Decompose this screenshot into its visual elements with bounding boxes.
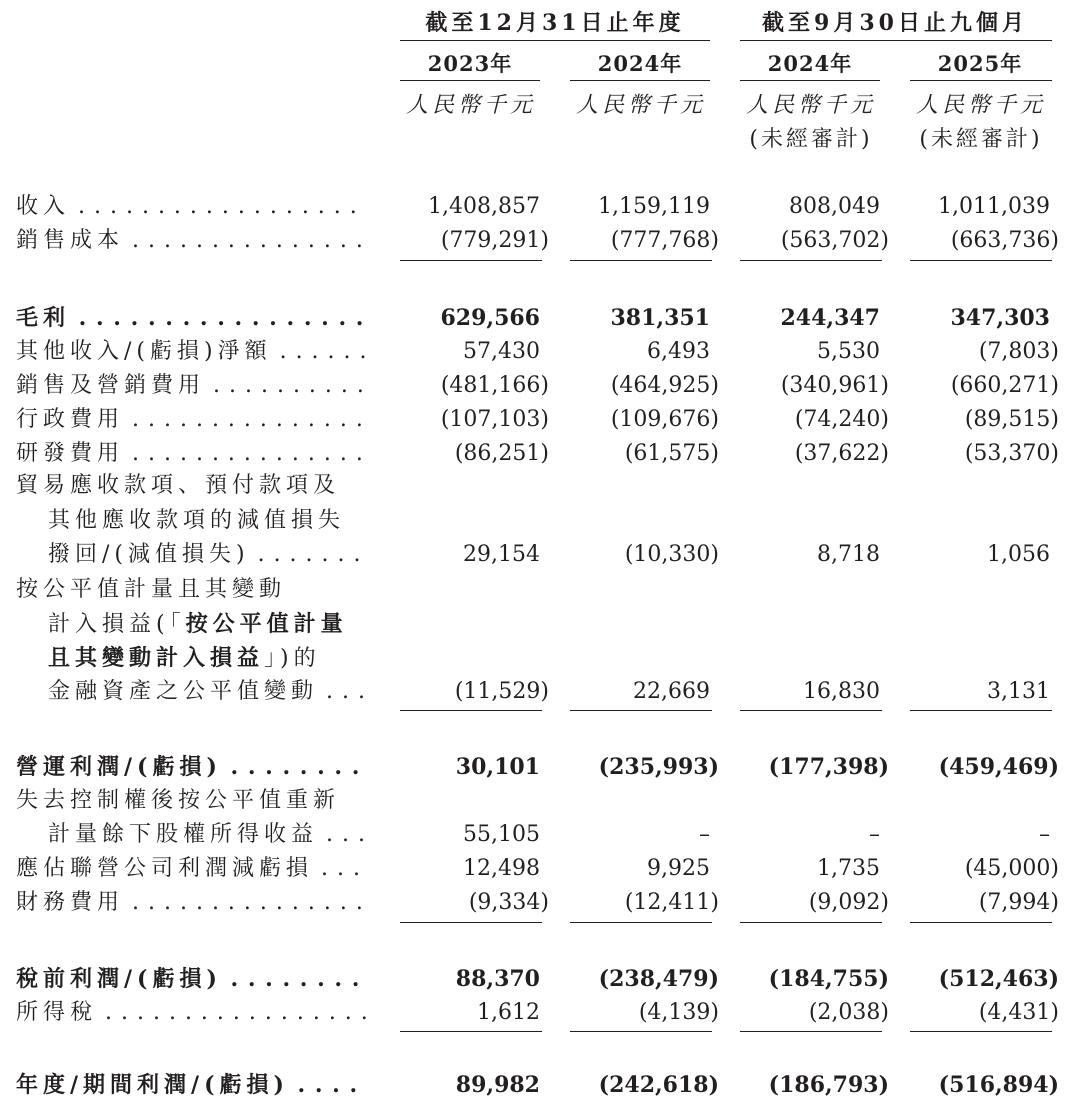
table-row-fair-value-label <box>0 607 1080 641</box>
row-value: (89,515) <box>964 407 1059 432</box>
row-value: 22,669 <box>633 679 710 704</box>
table-row-rnd-expenses <box>0 437 1080 471</box>
row-label: 毛利 . . . <box>16 301 366 335</box>
table-row-admin-expenses <box>0 403 1080 437</box>
row-label: 應佔聯營公司利潤減虧損 . . . <box>16 852 366 886</box>
row-label: 撥回/(減值損失) . . . <box>48 538 366 572</box>
row-label: 失去控制權後按公平值重新 <box>16 788 341 813</box>
row-label: 金融資產之公平值變動 . . . <box>48 675 366 709</box>
row-value: (563,702) <box>780 228 889 253</box>
row-value: (464,925) <box>610 373 719 398</box>
subtotal-underline <box>910 922 1052 923</box>
subtotal-underline <box>400 922 542 923</box>
row-value: (11,529) <box>454 679 549 704</box>
table-row-operating-profit <box>0 750 1080 784</box>
row-value: – <box>869 822 880 847</box>
row-value: (12,411) <box>624 890 719 915</box>
header-year-col2: 2024年 <box>597 51 683 76</box>
subtotal-underline <box>570 922 712 923</box>
table-row-impairment <box>0 538 1080 572</box>
row-value: (107,103) <box>440 407 549 432</box>
row-value: 55,105 <box>463 822 540 847</box>
subtotal-underline <box>570 710 712 711</box>
row-label: 其他收入/(虧損)淨額 . . . <box>16 335 366 369</box>
row-label: 行政費用 . . . <box>16 403 366 437</box>
subtotal-underline <box>400 260 542 261</box>
row-value: (86,251) <box>454 441 549 466</box>
row-value: 9,925 <box>647 856 710 881</box>
row-label: 營運利潤/(虧損) . . . <box>16 750 366 784</box>
row-value: 1,159,119 <box>598 194 710 219</box>
row-value: (184,755) <box>768 966 889 992</box>
table-row-impairment-label <box>0 504 1080 538</box>
header-year-col1: 2023年 <box>427 51 513 76</box>
row-label: 貿易應收款項、預付款項及 <box>16 473 341 498</box>
row-value: 1,735 <box>817 856 880 881</box>
row-value: – <box>1039 822 1050 847</box>
row-value: 1,408,857 <box>428 194 540 219</box>
row-value: (2,038) <box>808 1000 889 1025</box>
row-value: (4,139) <box>638 1000 719 1025</box>
header-group-year-ended: 截至12月31日止年度 <box>425 10 685 36</box>
row-value: (777,768) <box>610 228 719 253</box>
row-label: 按公平值計量且其變動 <box>16 577 287 602</box>
row-value: (45,000) <box>964 856 1059 881</box>
header-currency-col3: 人民幣千元 <box>745 93 876 118</box>
row-value: 57,430 <box>463 339 540 364</box>
table-row-finance-costs <box>0 886 1080 920</box>
row-value: (238,479) <box>598 966 719 992</box>
table-row-fair-value-label <box>0 573 1080 607</box>
header-currency-col4: 人民幣千元 <box>915 93 1046 118</box>
table-row-revenue <box>0 190 1080 224</box>
subtotal-underline <box>570 260 712 261</box>
row-value: (7,803) <box>978 339 1059 364</box>
table-row-other-income <box>0 335 1080 369</box>
row-value: (660,271) <box>950 373 1059 398</box>
row-value: – <box>699 822 710 847</box>
row-value: (9,334) <box>468 890 549 915</box>
row-label: 銷售成本 . . . <box>16 224 366 258</box>
row-value: (10,330) <box>624 542 719 567</box>
row-value: 347,303 <box>950 305 1050 331</box>
row-value: (340,961) <box>780 373 889 398</box>
subtotal-underline <box>740 922 882 923</box>
row-value: (109,676) <box>610 407 719 432</box>
table-row-remeasurement-gain <box>0 818 1080 852</box>
row-value: (481,166) <box>440 373 549 398</box>
subtotal-underline <box>400 1031 542 1032</box>
row-value: 89,982 <box>455 1072 540 1098</box>
row-value: 5,530 <box>817 339 880 364</box>
table-row-income-tax <box>0 996 1080 1030</box>
header-group2-underline <box>740 40 1052 41</box>
row-value: 1,011,039 <box>938 194 1050 219</box>
header-year-underline <box>740 80 880 81</box>
header-group-nine-months: 截至9月30日止九個月 <box>762 10 1028 36</box>
row-value: (53,370) <box>964 441 1059 466</box>
table-row-profit-before-tax <box>0 962 1080 996</box>
table-row-gross-profit <box>0 301 1080 335</box>
table-row-selling-expenses <box>0 369 1080 403</box>
header-unaudited-col3: (未經審計) <box>749 127 873 152</box>
subtotal-underline <box>740 1031 882 1032</box>
row-label: 財務費用 . . . <box>16 886 366 920</box>
row-value: (235,993) <box>598 754 719 780</box>
row-label: 所得稅 . . . <box>16 996 366 1030</box>
subtotal-underline <box>570 1031 712 1032</box>
row-value: (61,575) <box>624 441 719 466</box>
subtotal-underline <box>400 710 542 711</box>
row-label: 其他應收款項的減值損失 <box>48 508 346 533</box>
header-year-col4: 2025年 <box>937 51 1023 76</box>
row-value: (177,398) <box>768 754 889 780</box>
row-value: 381,351 <box>610 305 710 331</box>
row-value: (242,618) <box>598 1072 719 1098</box>
subtotal-underline <box>740 260 882 261</box>
row-value: (512,463) <box>938 966 1059 992</box>
row-value: 30,101 <box>455 754 540 780</box>
row-value: (663,736) <box>950 228 1059 253</box>
row-value: (9,092) <box>808 890 889 915</box>
row-label: 稅前利潤/(虧損) . . . <box>16 962 366 996</box>
row-value: 16,830 <box>803 679 880 704</box>
row-value: 808,049 <box>789 194 880 219</box>
row-value: 1,056 <box>987 542 1050 567</box>
subtotal-underline <box>910 1031 1052 1032</box>
row-value: (779,291) <box>440 228 549 253</box>
row-label: 研發費用 . . . <box>16 437 366 471</box>
header-year-underline <box>570 80 710 81</box>
header-group1-underline <box>400 40 710 41</box>
table-row-remeasurement-label <box>0 784 1080 818</box>
row-value: 88,370 <box>455 966 540 992</box>
table-row-fair-value-label <box>0 641 1080 675</box>
subtotal-underline <box>740 710 882 711</box>
row-value: 244,347 <box>780 305 880 331</box>
header-currency-col2: 人民幣千元 <box>575 93 706 118</box>
row-label: 銷售及營銷費用 . . . <box>16 369 366 403</box>
table-row-cost-of-sales <box>0 224 1080 258</box>
row-value: 6,493 <box>647 339 710 364</box>
table-row-profit-for-period <box>0 1068 1080 1102</box>
row-value: (74,240) <box>794 407 889 432</box>
row-value: 12,498 <box>463 856 540 881</box>
subtotal-underline <box>910 710 1052 711</box>
row-value: (7,994) <box>978 890 1059 915</box>
table-row-fair-value-change <box>0 675 1080 709</box>
subtotal-underline <box>910 260 1052 261</box>
row-value: 3,131 <box>987 679 1050 704</box>
header-year-underline <box>910 80 1052 81</box>
header-year-underline <box>400 80 540 81</box>
row-value: 1,612 <box>477 1000 540 1025</box>
row-value: (516,894) <box>938 1072 1059 1098</box>
row-label: 計量餘下股權所得收益 . . . <box>48 818 366 852</box>
row-value: 8,718 <box>817 542 880 567</box>
row-value: (459,469) <box>938 754 1059 780</box>
row-value: 629,566 <box>440 305 540 331</box>
row-label: 年度/期間利潤/(虧損) . . . <box>16 1068 366 1102</box>
header-unaudited-col4: (未經審計) <box>919 127 1043 152</box>
row-label: 計入損益(「按公平值計量 <box>48 611 348 637</box>
row-value: 29,154 <box>463 542 540 567</box>
row-value: (186,793) <box>768 1072 889 1098</box>
row-value: (37,622) <box>794 441 889 466</box>
header-year-col3: 2024年 <box>767 51 853 76</box>
table-row-share-of-associates <box>0 852 1080 886</box>
table-row-impairment-label <box>0 469 1080 503</box>
row-label: 收入 . . . <box>16 190 366 224</box>
row-value: (4,431) <box>978 1000 1059 1025</box>
header-currency-col1: 人民幣千元 <box>405 93 536 118</box>
row-label: 且其變動計入損益」)的 <box>48 645 321 671</box>
